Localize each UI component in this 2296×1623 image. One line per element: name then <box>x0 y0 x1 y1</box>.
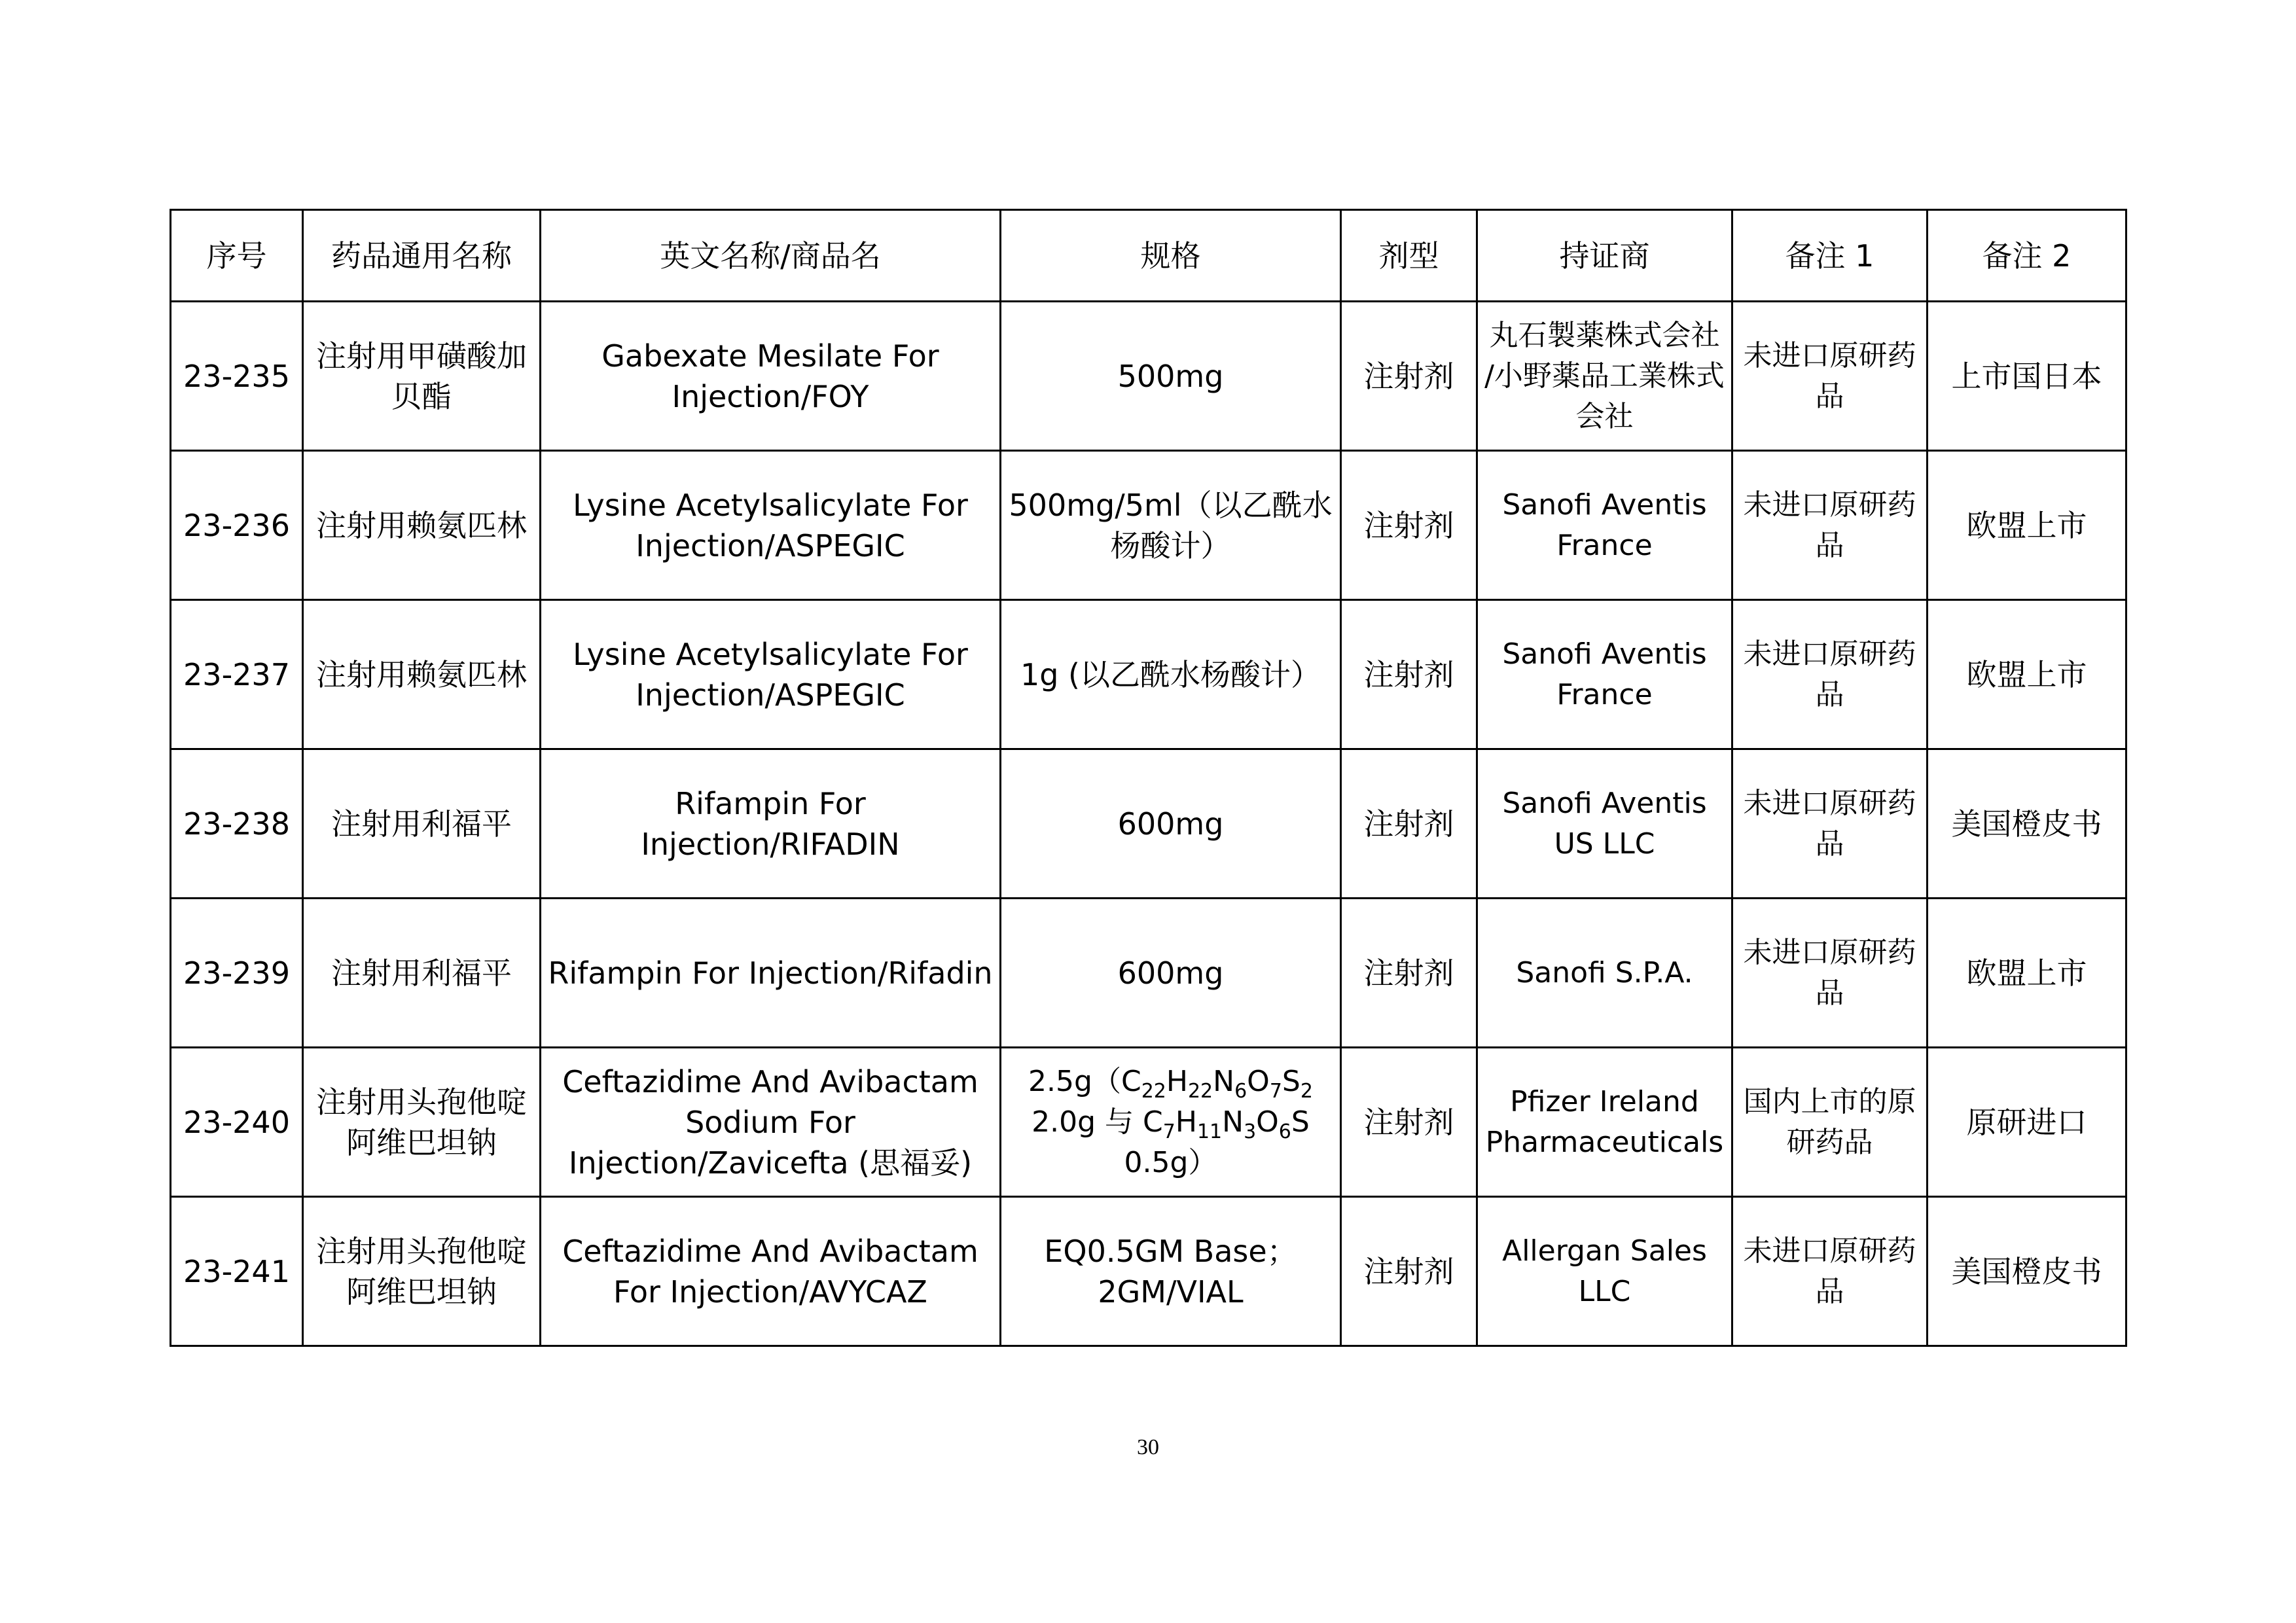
formula-subscript: 6 <box>1278 1120 1291 1143</box>
cell-note-1: 未进口原研药品 <box>1732 1197 1928 1346</box>
header-dosage-form: 剂型 <box>1341 210 1477 302</box>
cell-generic-name: 注射用利福平 <box>303 899 541 1048</box>
cell-serial-number: 23-235 <box>171 302 303 451</box>
cell-note-1: 国内上市的原研药品 <box>1732 1048 1928 1197</box>
cell-note-1: 未进口原研药品 <box>1732 749 1928 899</box>
formula-part: O <box>1247 1064 1270 1098</box>
header-note-2: 备注 2 <box>1928 210 2126 302</box>
formula-subscript: 3 <box>1244 1120 1257 1143</box>
cell-serial-number: 23-237 <box>171 600 303 749</box>
cell-license-holder: Sanofi S.P.A. <box>1477 899 1732 1048</box>
table-row <box>171 749 2126 899</box>
cell-english-name: Ceftazidime And Avibactam For Injection/AVYCAZ <box>541 1197 1001 1346</box>
cell-dosage-form: 注射剂 <box>1341 749 1477 899</box>
header-english-name: 英文名称/商品名 <box>541 210 1001 302</box>
table-row <box>171 451 2126 600</box>
cell-specification: 500mg/5ml（以乙酰水杨酸计） <box>1001 451 1341 600</box>
cell-license-holder: Pfizer Ireland Pharmaceuticals <box>1477 1048 1732 1197</box>
cell-note-2: 原研进口 <box>1928 1048 2126 1197</box>
cell-note-2: 美国橙皮书 <box>1928 749 2126 899</box>
cell-generic-name: 注射用甲磺酸加贝酯 <box>303 302 541 451</box>
cell-serial-number: 23-241 <box>171 1197 303 1346</box>
cell-specification: 600mg <box>1001 749 1341 899</box>
formula-part: N <box>1213 1064 1235 1098</box>
cell-note-1: 未进口原研药品 <box>1732 899 1928 1048</box>
table-row <box>171 1197 2126 1346</box>
header-specification: 规格 <box>1001 210 1341 302</box>
cell-note-2: 欧盟上市 <box>1928 451 2126 600</box>
cell-english-name: Ceftazidime And Avibactam Sodium For Injection/Zavicefta (思福妥) <box>541 1048 1001 1197</box>
cell-specification-formula <box>1001 1048 1341 1197</box>
cell-dosage-form: 注射剂 <box>1341 600 1477 749</box>
formula-part: N <box>1222 1105 1244 1139</box>
header-note-1: 备注 1 <box>1732 210 1928 302</box>
formula-subscript: 6 <box>1234 1079 1247 1103</box>
page-number: 30 <box>1137 1435 1159 1459</box>
cell-note-2: 上市国日本 <box>1928 302 2126 451</box>
formula-subscript: 7 <box>1162 1120 1175 1143</box>
formula-part: 2.0g 与 C <box>1031 1105 1163 1139</box>
cell-specification: EQ0.5GM Base；2GM/VIAL <box>1001 1197 1341 1346</box>
formula-part: S <box>1282 1064 1300 1098</box>
formula-subscript: 7 <box>1269 1079 1282 1103</box>
cell-note-1: 未进口原研药品 <box>1732 302 1928 451</box>
cell-serial-number: 23-239 <box>171 899 303 1048</box>
table-row <box>171 302 2126 451</box>
formula-subscript: 22 <box>1141 1079 1166 1103</box>
cell-specification: 1g (以乙酰水杨酸计） <box>1001 600 1341 749</box>
cell-specification: 600mg <box>1001 899 1341 1048</box>
cell-dosage-form: 注射剂 <box>1341 451 1477 600</box>
cell-serial-number: 23-238 <box>171 749 303 899</box>
header-license-holder: 持证商 <box>1477 210 1732 302</box>
cell-license-holder: Sanofi Aventis France <box>1477 600 1732 749</box>
drug-list-table <box>170 209 2127 1347</box>
header-row <box>171 210 2126 302</box>
formula-part: 2.5g（C <box>1028 1064 1141 1098</box>
table-row <box>171 600 2126 749</box>
cell-license-holder: 丸石製薬株式会社 /小野薬品工業株式会社 <box>1477 302 1732 451</box>
cell-generic-name: 注射用头孢他啶阿维巴坦钠 <box>303 1197 541 1346</box>
cell-specification: 500mg <box>1001 302 1341 451</box>
cell-generic-name: 注射用头孢他啶阿维巴坦钠 <box>303 1048 541 1197</box>
cell-english-name: Rifampin For Injection/RIFADIN <box>541 749 1001 899</box>
formula-part: H <box>1166 1064 1188 1098</box>
cell-note-2: 美国橙皮书 <box>1928 1197 2126 1346</box>
cell-note-2: 欧盟上市 <box>1928 899 2126 1048</box>
cell-dosage-form: 注射剂 <box>1341 1048 1477 1197</box>
formula-subscript: 22 <box>1187 1079 1213 1103</box>
table-row <box>171 1048 2126 1197</box>
formula-part: H <box>1175 1105 1197 1139</box>
cell-note-1: 未进口原研药品 <box>1732 451 1928 600</box>
cell-dosage-form: 注射剂 <box>1341 1197 1477 1346</box>
cell-generic-name: 注射用赖氨匹林 <box>303 600 541 749</box>
cell-generic-name: 注射用利福平 <box>303 749 541 899</box>
cell-english-name: Lysine Acetylsalicylate For Injection/ASPEGIC <box>541 600 1001 749</box>
formula-subscript: 11 <box>1196 1120 1223 1143</box>
cell-note-1: 未进口原研药品 <box>1732 600 1928 749</box>
cell-english-name: Gabexate Mesilate For Injection/FOY <box>541 302 1001 451</box>
cell-dosage-form: 注射剂 <box>1341 899 1477 1048</box>
table-row <box>171 899 2126 1048</box>
formula-part: O <box>1256 1105 1279 1139</box>
cell-license-holder: Sanofi Aventis US LLC <box>1477 749 1732 899</box>
cell-dosage-form: 注射剂 <box>1341 302 1477 451</box>
table-header <box>171 210 2126 302</box>
header-generic-name: 药品通用名称 <box>303 210 541 302</box>
cell-english-name: Lysine Acetylsalicylate For Injection/ASPEGIC <box>541 451 1001 600</box>
cell-generic-name: 注射用赖氨匹林 <box>303 451 541 600</box>
cell-license-holder: Sanofi Aventis France <box>1477 451 1732 600</box>
cell-license-holder: Allergan Sales LLC <box>1477 1197 1732 1346</box>
cell-serial-number: 23-236 <box>171 451 303 600</box>
cell-serial-number: 23-240 <box>171 1048 303 1197</box>
table-body <box>171 302 2126 1346</box>
cell-english-name: Rifampin For Injection/Rifadin <box>541 899 1001 1048</box>
cell-note-2: 欧盟上市 <box>1928 600 2126 749</box>
formula-part: S 0.5g） <box>1124 1105 1310 1179</box>
header-serial-number: 序号 <box>171 210 303 302</box>
formula-subscript: 2 <box>1300 1079 1313 1103</box>
